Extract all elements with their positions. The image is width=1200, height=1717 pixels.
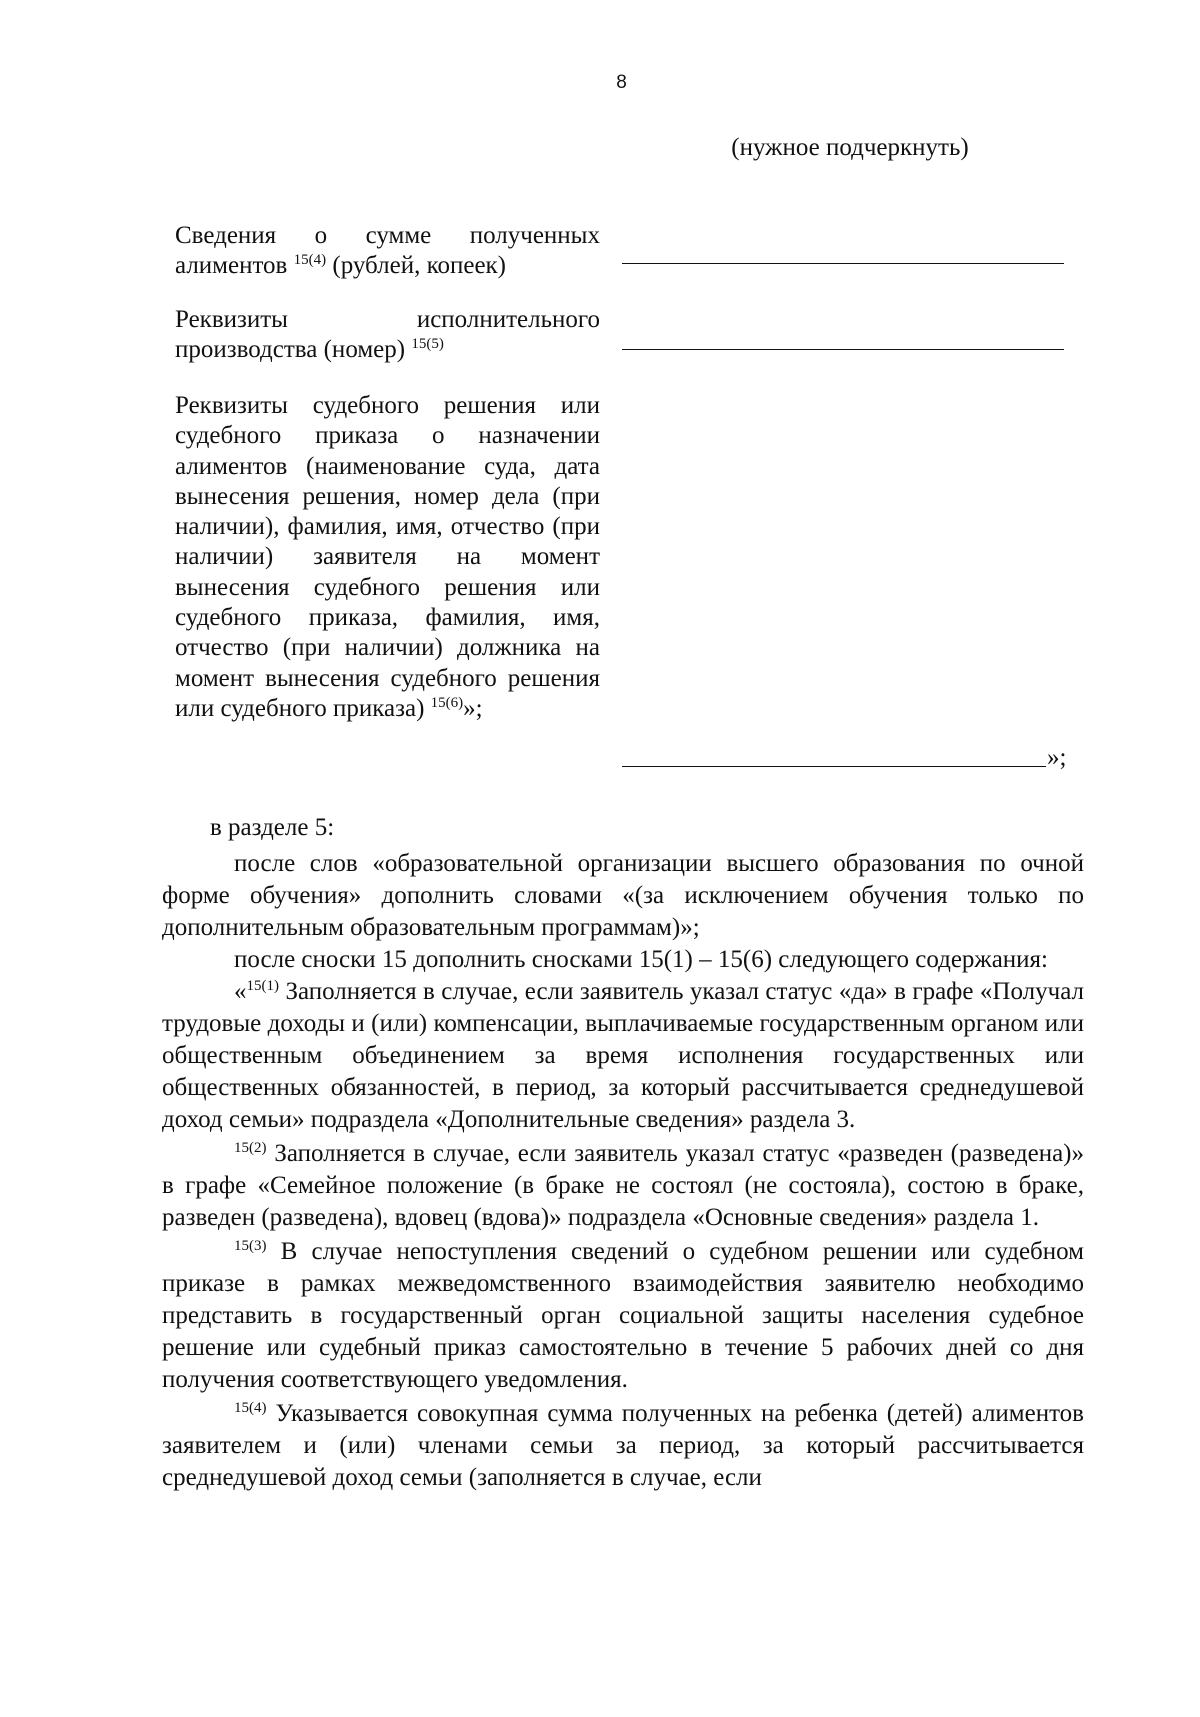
footnote-15-2: $^{15(2)}$ Заполняется в случае, если заявитель указал статус «разведен (разведена)» в графе «Семейное положение (в браке не состоял (не состояла), состою в браке, разведен (разведена), вдовец (вдова)» подраздела «Основные сведения» раздела 1.	[162, 1140, 1084, 1231]
closing-quote: »;	[1047, 744, 1067, 771]
field-alimony-line2: алиментов $^{15(4)}$ (рублей, копеек)	[175, 252, 507, 279]
footnote-15-1: «$^{15(1)}$ Заполняется в случае, если заявитель указал статус «да» в графе «Получал трудовые доходы и (или) компенсации, выплачиваемые государственным органом или общественным объединением за время исполнения государственных или общественных обязанностей, в период, за который рассчитывается среднедушевой доход семьи» подраздела «Дополнительные сведения» раздела 3.	[162, 978, 1084, 1133]
footnote-ref: 15(4)	[293, 252, 327, 268]
page-number: 8	[616, 72, 627, 93]
field-enforcement-line1: Реквизиты исполнительного	[175, 306, 600, 333]
field-court-label: Реквизиты судебного решения или судебного приказа о назначении алиментов (наименование суда, дата вынесения решения, номер дела (при наличии), фамилия, имя, отчество (при наличии) заявителя на момент вынесения судебного решения или судебного приказа, фамилия, имя, отчество (при наличии) должника на момент вынесения судебного решения или судебного приказа) $^{15(6)}$»;	[175, 392, 600, 722]
amendments-body	[162, 812, 1084, 1496]
section-heading: в разделе 5:	[210, 814, 335, 841]
underline-note: (нужное подчеркнуть)	[731, 134, 969, 161]
field-enforcement-label	[175, 305, 600, 365]
footnote-number: 15(3)	[234, 1238, 267, 1254]
field-court-input-line[interactable]	[622, 766, 1046, 767]
footnote-15-3: $^{15(3)}$ В случае непоступления сведений о судебном решении или судебном приказе в рамках межведомственного взаимодействия заявителю необходимо представить в государственный орган социальной защиты населения судебное решение или судебный приказ самостоятельно в течение 5 рабочих дней со дня получения соответствующего уведомления.	[162, 1238, 1084, 1393]
field-alimony-label	[175, 221, 600, 281]
footnote-ref: 15(5)	[411, 336, 444, 352]
field-alimony-input-line[interactable]	[622, 263, 1064, 264]
field-enforcement-input-line[interactable]	[622, 349, 1064, 350]
footnote-ref: 15(6)	[430, 694, 464, 711]
paragraph-2: после сноски 15 дополнить сносками 15(1) – 15(6) следующего содержания:	[234, 946, 1049, 973]
footnote-number: 15(4)	[234, 1400, 267, 1416]
field-alimony-line1: Сведения о сумме полученных	[175, 222, 600, 249]
paragraph-1: после слов «образовательной организации высшего образования по очной форме обучения» дополнить словами «(за исключением обучения только по дополнительным образовательным программам)»;	[162, 850, 1084, 941]
footnote-15-4: $^{15(4)}$ Указывается совокупная сумма полученных на ребенка (детей) алиментов заявителем и (или) членами семьи за период, за который рассчитывается среднедушевой доход семьи (заполняется в случае, если	[162, 1400, 1084, 1491]
field-enforcement-line2: производства (номер) $^{15(5)}$	[175, 336, 444, 363]
footnote-number: 15(1)	[246, 978, 279, 994]
footnote-number: 15(2)	[234, 1140, 267, 1156]
